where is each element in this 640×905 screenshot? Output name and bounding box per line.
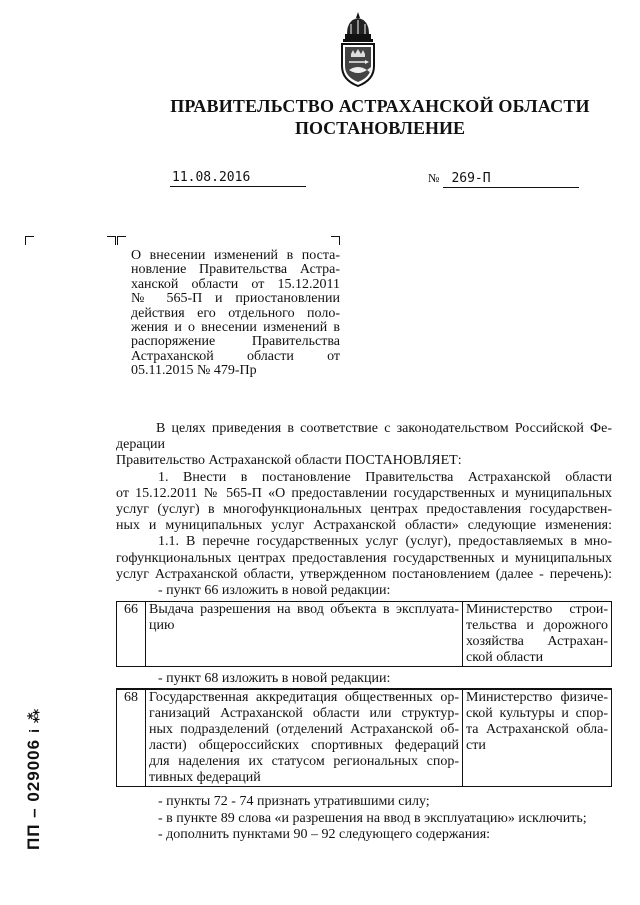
serial-number: ПП – 029006 xyxy=(24,738,43,850)
table-point-66 xyxy=(116,601,612,667)
decree-date xyxy=(170,170,306,187)
table-row xyxy=(117,689,612,787)
corner-mark xyxy=(25,236,34,245)
decree-number-text: 269-П xyxy=(451,171,491,186)
body-line: В целях приведения в соответствие с законодательством Российской Фе- xyxy=(156,421,612,436)
cell-line: ных подразделений (отделений Астраханской об- xyxy=(149,722,459,737)
subject-line: новление Правительства Астра- xyxy=(131,262,340,278)
government-title: ПРАВИТЕЛЬСТВО АСТРАХАНСКОЙ ОБЛАСТИ xyxy=(170,96,590,116)
table-point-68 xyxy=(116,688,612,787)
body-line: услуг (услуг) в многофункциональных центрах предоставления государствен- xyxy=(116,502,612,518)
document-type-title: ПОСТАНОВЛЕНИЕ xyxy=(294,118,466,138)
cell-line: Министерство физиче- xyxy=(466,690,608,705)
body-line: - в пункте 89 слова «и разрешения на ввод в эксплуатацию» исключить; xyxy=(158,810,587,826)
cell-line: Министерство строи- xyxy=(466,602,608,617)
service-name-cell xyxy=(146,689,463,787)
body-line: ных и муниципальных услуг Астраханской области» следующие изменения: xyxy=(116,518,612,534)
subject-line: 05.11.2015 № 479-Пр xyxy=(131,363,257,379)
subject-line: жения и о внесении изменений в xyxy=(131,320,340,336)
after-table-text xyxy=(158,794,612,844)
row-number: 68 xyxy=(117,689,146,787)
cell-line: ганизаций Астраханской области или структур- xyxy=(149,706,459,721)
cell-line: сти xyxy=(466,738,486,753)
number-label: № xyxy=(428,171,440,185)
subject-line: распоряжение Правительства xyxy=(131,334,340,350)
cell-line: для наделения их статусом региональных спор- xyxy=(149,754,459,769)
astrakhan-coat-of-arms-icon xyxy=(333,10,383,88)
cell-line: Выдача разрешения на ввод объекта в эксплуата- xyxy=(149,602,459,617)
body-line: гофункциональных центрах предоставления государственных и муниципальных xyxy=(116,550,612,566)
decree-body xyxy=(116,421,612,599)
row-number: 66 xyxy=(117,602,146,667)
cell-line: ской культуры и спор- xyxy=(466,706,608,721)
subject-line: ханской области от 15.12.2011 xyxy=(131,276,340,292)
decree-number-value xyxy=(443,171,579,188)
cell-line: тельства и дорожного xyxy=(466,618,608,633)
service-name-cell xyxy=(146,602,463,667)
cell-line: тивных федераций xyxy=(149,770,261,785)
cell-line: та Астраханской обла- xyxy=(466,722,608,737)
cell-line: хозяйства Астрахан- xyxy=(466,634,608,649)
subject-line: Астраханской области от xyxy=(131,348,340,364)
point68-intro: - пункт 68 изложить в новой редакции: xyxy=(158,671,391,686)
subject-line: № 565-П и приостановлении xyxy=(131,291,340,307)
cell-line: ласти) общероссийских спортивных федераций xyxy=(149,738,459,753)
body-line: - дополнить пунктами 90 – 92 следующего содержания: xyxy=(158,827,491,842)
subject-line: О внесении изменений в поста- xyxy=(131,248,340,263)
body-line: - пункты 72 - 74 признать утратившими силу; xyxy=(158,794,430,809)
cell-line: Государственная аккредитация общественных ор- xyxy=(149,690,459,705)
body-line: 1.1. В перечне государственных услуг (услуг), предоставляемых в мно- xyxy=(158,534,612,550)
authority-cell xyxy=(463,689,612,787)
authority-cell xyxy=(463,602,612,667)
decree-number xyxy=(428,170,579,188)
cell-line: цию xyxy=(149,618,175,633)
side-serial-stamp xyxy=(24,708,44,850)
corner-mark xyxy=(331,236,340,245)
stamp-mark: i ⁂ xyxy=(26,707,42,733)
body-line: 1. Внести в постановление Правительства Астраханской области xyxy=(158,469,612,485)
table-row xyxy=(117,602,612,667)
body-line: дерации xyxy=(116,437,166,453)
cell-line: ской области xyxy=(466,650,544,665)
corner-mark xyxy=(117,236,126,245)
decree-date-value: 11.08.2016 xyxy=(172,170,251,185)
resolves-line: Правительство Астраханской области ПОСТАНОВЛЯЕТ: xyxy=(116,453,462,469)
body-line: услуг Астраханской области, утвержденном постановлением (далее - перечень): xyxy=(116,566,612,582)
decree-subject xyxy=(131,249,340,379)
point66-intro: - пункт 66 изложить в новой редакции: xyxy=(158,583,391,599)
subject-line: действия его отдельного поло- xyxy=(131,305,340,321)
corner-mark xyxy=(107,236,116,245)
body-line: от 15.12.2011 № 565-П «О предоставлении государственных и муниципальных xyxy=(116,485,612,501)
